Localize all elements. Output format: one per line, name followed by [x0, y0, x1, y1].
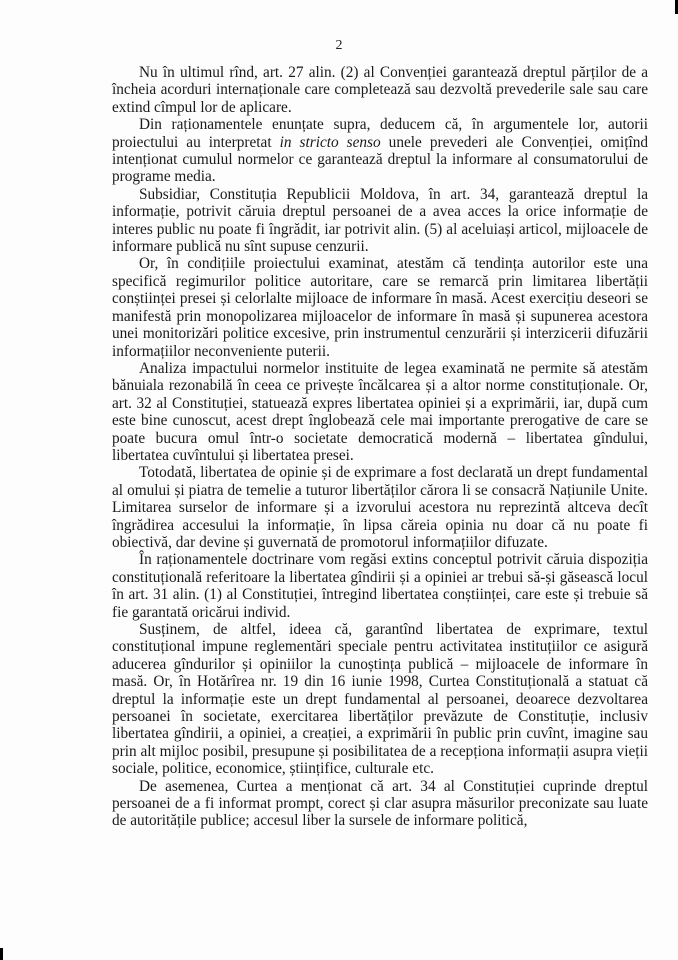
paragraph: Susținem, de altfel, ideea că, garantînd libertatea de exprimare, textul constituțional impune reglementări speciale pentru activitatea instituțiilor ce asigură aducerea gîndurilor și opiniilor la cunoștința publică – mijloacele de informare în masă. Or, în Hotărîrea nr. 19 din 16 iunie 1998, Curtea Constituțională a statuat că dreptul la informație este un drept fundamental al persoanei, deoarece dezvoltarea persoanei în societate, exercitarea libertăților prevăzute de Constituție, inclusiv libertatea gîndirii, a opiniei, a creației, a exprimării în public prin cuvînt, imagine sau prin alt mijloc posibil, presupune și posibilitatea de a recepționa informații asupra vieții sociale, politice, economice, științifice, culturale etc. [112, 621, 648, 778]
paragraph: Analiza impactului normelor instituite de legea examinată ne permite să atestăm bănuiala rezonabilă în ceea ce privește încălcarea și a altor norme constituționale. Or, art. 32 al Constituției, statuează expres libertatea opiniei și a exprimării, iar, după cum este bine cunoscut, acest drept înglobează cele mai importante prerogative de care se poate bucura omul într-o societate democratică modernă – libertatea gîndului, libertatea cuvîntului și libertatea presei. [112, 359, 648, 464]
document-body [112, 64, 648, 830]
paragraph: Totodată, libertatea de opinie și de exprimare a fost declarată un drept fundamental al omului și piatra de temelie a tuturor libertăților cărora li se consacră Națiunile Unite. Limitarea surselor de informare și a izvorului acestora nu reprezintă altceva decît îngrădirea accesului la informație, în lipsa căreia opinia nu doar că nu poate fi obiectivă, dar devine și guvernată de promotorul informațiilor difuzate. [112, 464, 648, 551]
paragraph: Or, în condițiile proiectului examinat, atestăm că tendința autorilor este una specifică regimurilor politice autoritare, care se remarcă prin limitarea libertății conștiinței presei și celorlalte mijloace de informare în masă. Acest exercițiu deseori se manifestă prin monopolizarea mijloacelor de informare în masă și supunerea acestora unei monitorizări politice excesive, prin instrumentul cenzurării și interzicerii difuzării informațiilor neconveniente puterii. [112, 255, 648, 360]
paragraph-text: unele prevederi ale Convenției, omițînd intenționat cumulul normelor ce garantează dreptul la informare al consumatorului de programe media. [112, 133, 649, 186]
paragraph: În raționamentele doctrinare vom regăsi extins conceptul potrivit căruia dispoziția constituțională referitoare la libertatea gîndirii și a opiniei ar trebui să-și găsească locul în art. 31 alin. (1) al Constituției, întregind libertatea conștiinței, care este și trebuie să fie garantată oricărui individ. [112, 551, 648, 621]
paragraph: Subsidiar, Constituția Republicii Moldova, în art. 34, garantează dreptul la informație, potrivit căruia dreptul persoanei de a avea acces la orice informație de interes public nu poate fi îngrădit, iar potrivit alin. (5) al aceluiași articol, mijloacele de informare publică nu sînt supuse cenzurii. [112, 185, 648, 256]
italic-phrase: in stricto senso [279, 133, 381, 151]
paragraph [112, 116, 648, 186]
paragraph-text: Din raționamentele enunțate supra, deducem că, în argumentele lor, autorii proiectului au interpretat [112, 116, 648, 151]
paragraph: De asemenea, Curtea a menționat că art. 34 al Constituției cuprinde dreptul persoanei de a fi informat prompt, corect și clar asupra măsurilor preconizate sau luate de autoritățile publice; accesul liber la sursele de informare politică, [112, 777, 648, 830]
edge-mark [0, 948, 3, 960]
page-number: 2 [335, 38, 343, 53]
paragraph: Nu în ultimul rînd, art. 27 alin. (2) al Convenției garantează dreptul părților de a încheia acorduri internaționale care completează sau dezvoltă prevederile sale sau care extind cîmpul lor de aplicare. [112, 64, 648, 116]
